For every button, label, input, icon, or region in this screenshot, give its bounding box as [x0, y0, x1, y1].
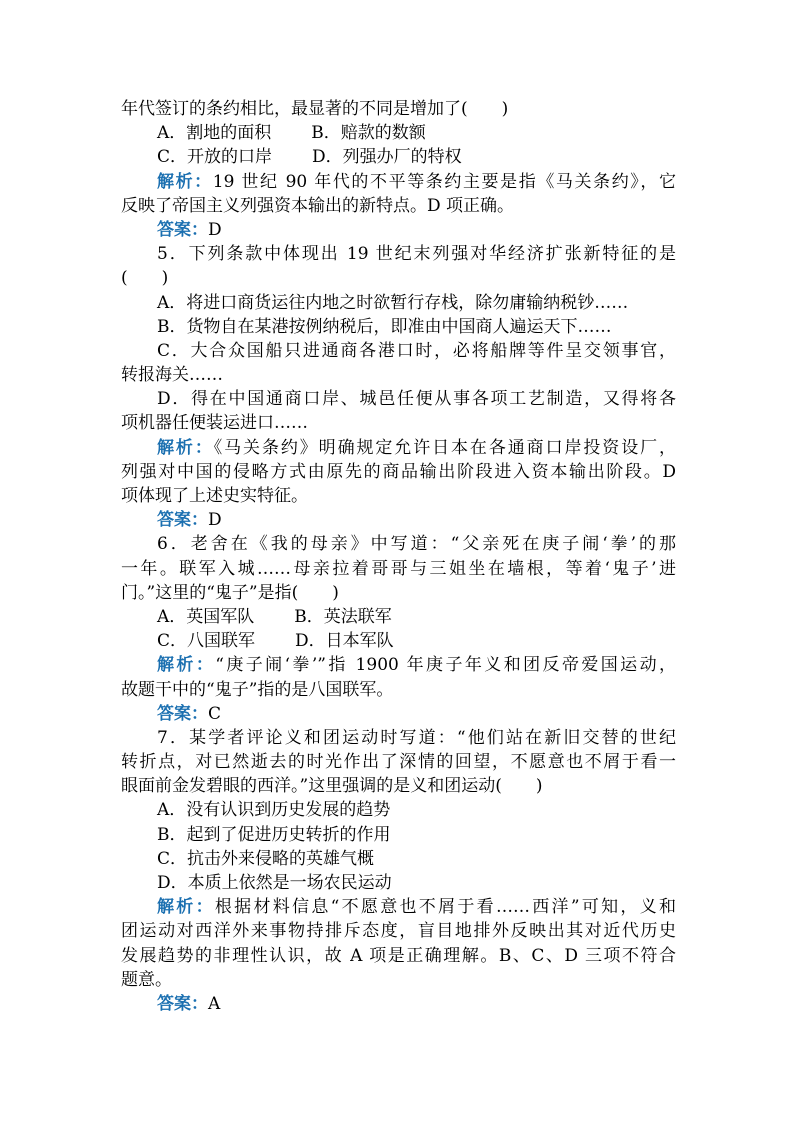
- question-5-option-c: [121, 339, 676, 363]
- answer-label: 答案：: [157, 993, 208, 1014]
- text-line: 5．下列条款中体现出 19 世纪末列强对华经济扩张新特征的是: [157, 244, 676, 265]
- question-4-options-cd: [121, 145, 676, 169]
- question-5-stem: [121, 242, 676, 266]
- option-c: C．开放的口岸: [157, 147, 273, 168]
- analysis-label: 解析：: [157, 655, 216, 676]
- text-line: 题意。: [121, 969, 172, 990]
- text-line: 门。”这里的“鬼子”是指( ): [121, 582, 339, 603]
- text-line-row: [121, 363, 676, 387]
- option-b: B．起到了促进历史转折的作用: [157, 824, 391, 845]
- option-a: A．没有认识到历史发展的趋势: [157, 800, 391, 821]
- question-5-answer: [121, 508, 676, 532]
- option-c: C．大合众国船只进通商各港口时，必将船牌等件呈交领事官，: [157, 340, 676, 361]
- text-line-row: [121, 678, 676, 702]
- text-line: 19 世纪 90 年代的不平等条约主要是指《马关条约》，它: [212, 171, 676, 192]
- question-7-option-c: [121, 847, 676, 871]
- text-line: 故题干中的“鬼子”指的是八国联军。: [121, 679, 394, 700]
- option-b: B．英法联军: [294, 606, 392, 627]
- text-line-row: [121, 944, 676, 968]
- question-6-options-cd: [121, 629, 676, 653]
- text-line: 《马关条约》明确规定允许日本在各通商口岸投资设厂，: [213, 437, 676, 458]
- question-4-options-ab: [121, 121, 676, 145]
- option-b: B．货物自在某港按例纳税后，即准由中国商人遍运天下……: [157, 316, 612, 337]
- question-4-stem-end: [121, 97, 676, 121]
- text-line-row: [121, 266, 676, 290]
- text-line-row: [121, 774, 676, 798]
- analysis-label: 解析：: [157, 171, 213, 192]
- text-line: 6．老舍在《我的母亲》中写道：“父亲死在庚子闹‘拳’的那: [157, 534, 676, 555]
- text-line: 项体现了上述史实特征。: [121, 486, 308, 506]
- text-line: 眼面前金发碧眼的西洋。”这里强调的是义和团运动( ): [121, 776, 543, 797]
- question-7-stem: [121, 726, 676, 750]
- answer-value: A: [208, 993, 221, 1014]
- text-line: 7．某学者评论义和团运动时写道：“他们站在新旧交替的世纪: [157, 727, 676, 748]
- option-a: A．将进口商货运往内地之时欲暂行存栈，除勿庸输纳税钞……: [157, 292, 629, 313]
- option-c: C．抗击外来侵略的英雄气概: [157, 848, 375, 869]
- text-line: 根据材料信息“不愿意也不屑于看……西洋”可知，义和: [214, 897, 676, 918]
- option-d: D．日本军队: [295, 631, 394, 652]
- option-d: D．得在中国通商口岸、城邑任便从事各项工艺制造，又得将各: [157, 389, 676, 410]
- answer-value: D: [208, 219, 222, 240]
- question-7-answer: [121, 992, 676, 1016]
- answer-label: 答案：: [157, 510, 208, 531]
- answer-value: C: [208, 703, 222, 724]
- text-line: 转折点，对已然逝去的时光作出了深情的回望，不愿意也不屑于看一: [121, 752, 676, 773]
- option-d: D．列强办厂的特权: [312, 147, 462, 168]
- text-line-row: [121, 460, 676, 484]
- question-6-stem: [121, 532, 676, 556]
- analysis-label: 解析：: [157, 437, 214, 458]
- text-line-row: [121, 581, 676, 605]
- answer-label: 答案：: [157, 703, 208, 724]
- question-5-option-d: [121, 387, 676, 411]
- option-d: D．本质上依然是一场农民运动: [157, 873, 392, 893]
- question-7-option-d: [121, 871, 676, 895]
- option-a: A．英国军队: [157, 606, 255, 627]
- text-line: 反映了帝国主义列强资本输出的新特点。D 项正确。: [121, 195, 515, 216]
- text-line-row: [121, 194, 676, 218]
- text-line-row: [121, 750, 676, 774]
- text-line: 一年。联军入城……母亲拉着哥哥与三姐坐在墙根，等着‘鬼子’进: [121, 558, 676, 579]
- question-7-analysis: [121, 895, 676, 919]
- option-a: A．割地的面积: [157, 123, 272, 144]
- text-line: 年代签订的条约相比，最显著的不同是增加了( ): [121, 99, 509, 119]
- text-line: 列强对中国的侵略方式由原先的商品输出阶段进入资本输出阶段。D: [121, 461, 676, 482]
- text-line: 团运动对西洋外来事物持排斥态度，盲目地排外反映出其对近代历史: [121, 921, 676, 942]
- text-line-row: [121, 484, 676, 508]
- question-5-option-b: [121, 315, 676, 339]
- question-6-answer: [121, 702, 676, 726]
- question-5-option-a: [121, 291, 676, 315]
- question-4-analysis: [121, 170, 676, 194]
- question-6-analysis: [121, 653, 676, 677]
- text-line-row: [121, 919, 676, 943]
- text-line-row: [121, 968, 676, 992]
- answer-label: 答案：: [157, 219, 208, 240]
- option-b: B．赔款的数额: [311, 123, 426, 144]
- text-line: ( ): [121, 268, 169, 289]
- option-c: C．八国联军: [157, 631, 256, 652]
- question-7-option-b: [121, 823, 676, 847]
- question-5-analysis: [121, 436, 676, 460]
- answer-value: D: [208, 510, 222, 531]
- question-4-answer: [121, 218, 676, 242]
- text-line: 转报海关……: [121, 365, 223, 386]
- text-line: 发展趋势的非理性认识，故 A 项是正确理解。B、C、D 三项不符合: [121, 945, 676, 966]
- text-line-row: [121, 557, 676, 581]
- text-line: 项机器任便装运进口……: [121, 413, 308, 434]
- text-line: “庚子闹‘拳’”指 1900 年庚子年义和团反帝爱国运动，: [215, 655, 676, 676]
- question-7-option-a: [121, 798, 676, 822]
- analysis-label: 解析：: [157, 897, 215, 918]
- document-body: [121, 97, 676, 1016]
- text-line-row: [121, 411, 676, 435]
- question-6-options-ab: [121, 605, 676, 629]
